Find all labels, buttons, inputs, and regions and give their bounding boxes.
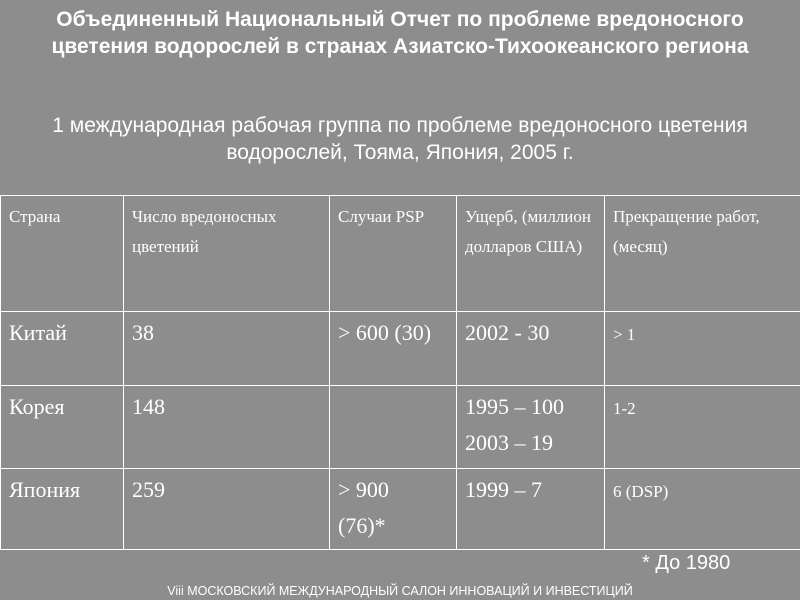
table-row — [1, 386, 800, 469]
table-row — [1, 312, 800, 386]
cell-psp — [330, 312, 457, 386]
cell-country: Китай — [1, 312, 124, 386]
slide-subtitle: 1 международная рабочая группа по проблеме вредоносного цветения водорослей, Тояма, Япония, 2005 г. — [52, 114, 748, 164]
slide-title: Объединенный Национальный Отчет по проблеме вредоносного цветения водорослей в странах Азиатско-Тихоокеанского региона — [51, 8, 749, 58]
cell-damage-line: 1995 – 100 — [465, 394, 564, 419]
header-damage: Ущерб, (миллион долларов США) — [457, 196, 605, 312]
cell-closure: 6 (DSP) — [605, 469, 800, 550]
cell-blooms: 38 — [124, 312, 330, 386]
cell-psp — [330, 386, 457, 469]
footnote: * До 1980 — [642, 552, 731, 574]
cell-blooms: 259 — [124, 469, 330, 550]
hab-statistics-table — [0, 195, 800, 550]
cell-damage — [457, 469, 605, 550]
cell-psp-line: > 600 (30) — [338, 320, 432, 345]
table-row — [1, 469, 800, 550]
header-blooms: Число вредоносных цветений — [124, 196, 330, 312]
cell-closure: > 1 — [605, 312, 800, 386]
cell-country: Корея — [1, 386, 124, 469]
cell-country: Япония — [1, 469, 124, 550]
cell-psp-line: > 900 — [338, 477, 389, 502]
cell-psp — [330, 469, 457, 550]
cell-damage — [457, 386, 605, 469]
header-closure: Прекращение работ, (месяц) — [605, 196, 800, 312]
cell-damage — [457, 312, 605, 386]
cell-closure: 1-2 — [605, 386, 800, 469]
cell-damage-line: 2003 – 19 — [465, 430, 553, 455]
cell-damage-line: 1999 – 7 — [465, 477, 542, 502]
footer-text: Viii МОСКОВСКИЙ МЕЖДУНАРОДНЫЙ САЛОН ИННОВАЦИЙ И ИНВЕСТИЦИЙ — [167, 584, 633, 598]
header-country: Страна — [1, 196, 124, 312]
cell-damage-line: 2002 - 30 — [465, 320, 550, 345]
cell-blooms: 148 — [124, 386, 330, 469]
table-header-row — [1, 196, 800, 312]
header-psp: Случаи PSP — [330, 196, 457, 312]
cell-psp-line: (76)* — [338, 513, 386, 538]
